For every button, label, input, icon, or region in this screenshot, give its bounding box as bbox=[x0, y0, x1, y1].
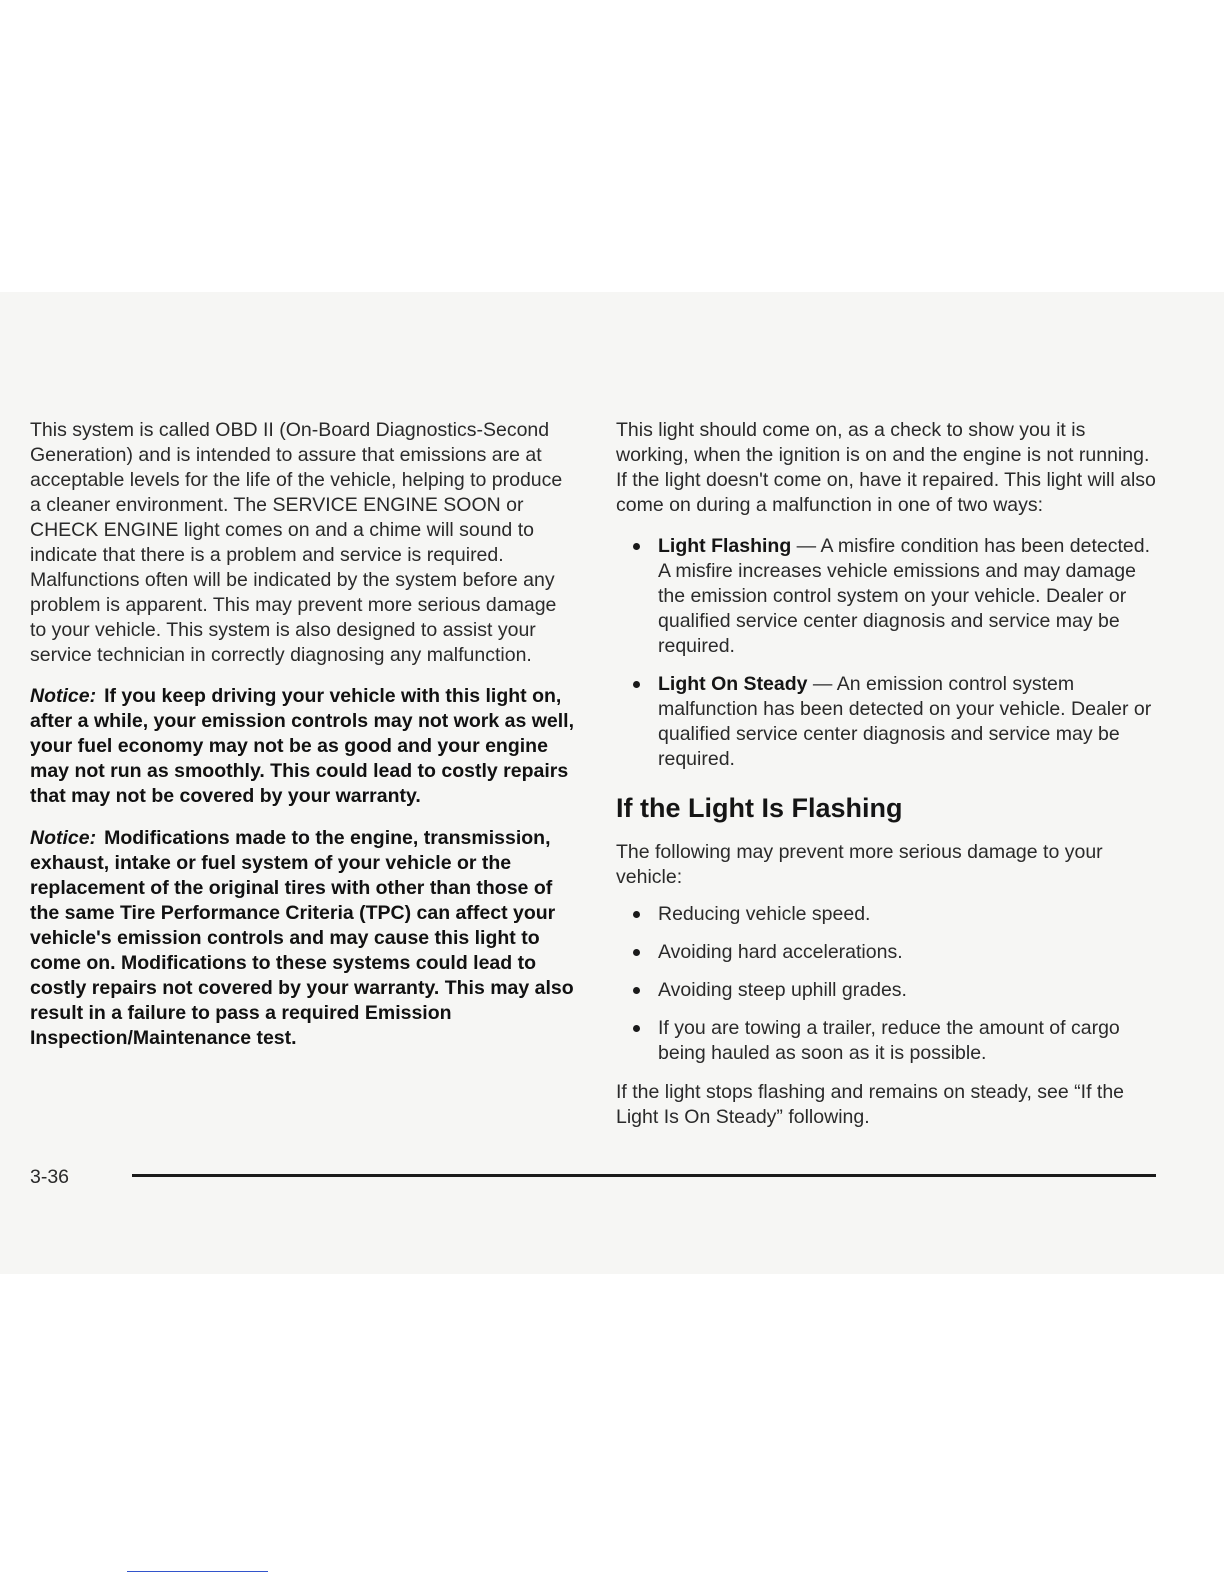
obd-intro-paragraph: This system is called OBD II (On-Board Diagnostics-Second Generation) and is intended to assure that emissions are at acceptable levels for the life of the vehicle, helping to produce a cleaner environment. The SERVICE ENGINE SOON or CHECK ENGINE light comes on and a chime will sound to indicate that there is a problem and service is required. Malfunctions often will be indicated by the system before any problem is apparent. This may prevent more serious damage to your vehicle. This system is also designed to assist your service technician in correctly diagnosing any malfunction. bbox=[30, 419, 563, 666]
notice-label: Notice: bbox=[30, 827, 97, 849]
page-footer bbox=[30, 1166, 1156, 1196]
page-number: 3-36 bbox=[30, 1166, 70, 1188]
list-item bbox=[616, 534, 1156, 659]
malfunction-modes-list bbox=[616, 534, 1156, 772]
mode-description: — A misfire condition has been detected. A misfire increases vehicle emissions and may damage the emission control system on your vehicle. Dealer or qualified service center diagnosis and service may be required. bbox=[658, 535, 1151, 657]
list-item: Avoiding hard accelerations. bbox=[616, 940, 1156, 965]
notice-label: Notice: bbox=[30, 685, 97, 707]
list-item bbox=[616, 672, 1156, 772]
list-item: If you are towing a trailer, reduce the amount of cargo being hauled as soon as it is possible. bbox=[616, 1016, 1156, 1066]
right-column bbox=[616, 418, 1156, 1146]
notice-modifications bbox=[30, 826, 575, 1051]
notice-text: Modifications made to the engine, transmission, exhaust, intake or fuel system of your vehicle or the replacement of the original tires with other than those of the same Tire Performance Criteria (TPC) can affect your vehicle's emission controls and may cause this light to come on. Modifications to these systems could lead to costly repairs not covered by your warranty. This may also result in a failure to pass a required Emission Inspection/Maintenance test. bbox=[30, 827, 574, 1049]
prevent-damage-list bbox=[616, 902, 1156, 1066]
footer-rule bbox=[132, 1174, 1156, 1177]
section-heading: If the Light Is Flashing bbox=[616, 793, 903, 823]
left-column bbox=[30, 418, 575, 1068]
notice-emission-controls bbox=[30, 684, 575, 809]
notice-text: If you keep driving your vehicle with this light on, after a while, your emission controls may not work as well, your fuel economy may not be as good and your engine may not run as smoothly. This could lead to costly repairs that may not be covered by your warranty. bbox=[30, 685, 574, 807]
light-check-paragraph: This light should come on, as a check to show you it is working, when the ignition is on and the engine is not running. If the light doesn't come on, have it repaired. This light will also come on during a malfunction in one of two ways: bbox=[616, 419, 1156, 516]
mode-term: Light On Steady bbox=[658, 673, 808, 695]
prevent-intro-paragraph: The following may prevent more serious damage to your vehicle: bbox=[616, 841, 1103, 888]
closing-paragraph: If the light stops flashing and remains on steady, see “If the Light Is On Steady” following. bbox=[616, 1081, 1125, 1128]
list-item: Reducing vehicle speed. bbox=[616, 902, 1156, 927]
mode-description: — An emission control system malfunction has been detected on your vehicle. Dealer or qualified service center diagnosis and service may be required. bbox=[658, 673, 1152, 770]
list-item: Avoiding steep uphill grades. bbox=[616, 978, 1156, 1003]
bottom-link-underline bbox=[127, 1571, 268, 1572]
mode-term: Light Flashing bbox=[658, 535, 792, 557]
